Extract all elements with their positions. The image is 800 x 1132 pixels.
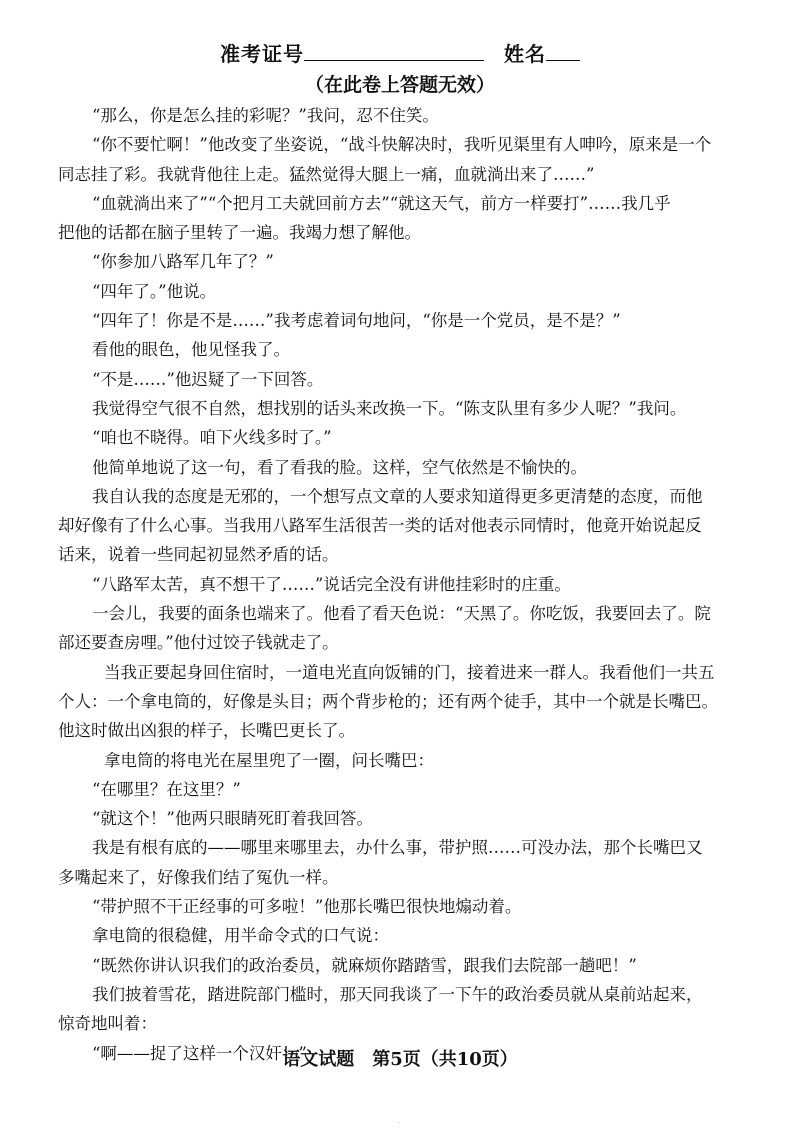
text-line: 个人：一个拿电筒的，好像是头目；两个背步枪的；还有两个徒手，其中一个就是长嘴巴。 [58, 691, 718, 711]
text-line: “就这个！”他两只眼睛死盯着我回答。 [92, 809, 373, 829]
text-line: 多嘴起来了，好像我们结了冤仇一样。 [58, 867, 339, 887]
text-line: 惊奇地叫着： [58, 1014, 157, 1034]
page-dot: · [398, 1120, 400, 1127]
text-line: 看他的眼色，他见怪我了。 [92, 340, 290, 360]
text-line: “四年了。”他说。 [92, 281, 217, 301]
text-line: 当我正要起身回住宿时，一道电光直向饭铺的门，接着进来一群人。我看他们一共五 [104, 662, 715, 682]
text-line: “八路军太苦，真不想干了……”说话完全没有讲他挂彩时的庄重。 [92, 574, 571, 594]
text-line: 部还要查房哩。”他付过饺子钱就走了。 [58, 633, 339, 653]
text-line: 拿电筒的将电光在屋里兜了一圈，问长嘴巴： [104, 750, 434, 770]
text-line: “你参加八路军几年了？” [92, 252, 274, 272]
ticket-number-field [304, 42, 484, 61]
text-line: 我们披着雪花，踏进院部门槛时，那天同我谈了一下午的政治委员就从桌前站起来， [92, 984, 703, 1004]
invalid-answer-notice: （在此卷上答题无效） [304, 74, 495, 96]
text-line: 同志挂了彩。我就背他往上走。猛然觉得大腿上一痛，血就淌出来了……” [58, 164, 595, 184]
ticket-number-label: 准考证号 [220, 42, 304, 66]
text-line: 把他的话都在脑子里转了一遍。我竭力想了解他。 [58, 223, 421, 243]
text-line: “咱也不晓得。咱下火线多时了。” [92, 428, 332, 448]
text-line: “带护照不干正经事的可多啦！”他那长嘴巴很快地煽动着。 [92, 897, 522, 917]
exam-header [0, 38, 800, 67]
name-label: 姓名 [504, 42, 546, 66]
text-line: “不是……”他迟疑了一下回答。 [92, 369, 324, 389]
text-line: “啊——捉了这样一个汉奸！” [92, 1043, 307, 1063]
text-line: 他这时做出凶狠的样子，长嘴巴更长了。 [58, 721, 355, 741]
name-field [546, 42, 580, 61]
text-line: “在哪里？在这里？” [92, 779, 241, 799]
text-line: “你不要忙啊！”他改变了坐姿说，“战斗快解决时，我听见渠里有人呻吟，原来是一个 [92, 135, 712, 155]
text-line: “那么，你是怎么挂的彩呢？”我问，忍不住笑。 [92, 106, 439, 125]
text-line: 他简单地说了这一句，看了看我的脸。这样，空气依然是不愉快的。 [92, 457, 587, 477]
text-line: “血就淌出来了”“个把月工夫就回前方去”“就这天气，前方一样要打”……我几乎 [92, 193, 671, 213]
text-line: 话来，说着一些同起初显然矛盾的话。 [58, 545, 339, 565]
text-line: “四年了！你是不是……”我考虑着词句地问，“你是一个党员，是不是？” [92, 311, 621, 331]
text-line: 我自认我的态度是无邪的，一个想写点文章的人要求知道得更多更清楚的态度，而他 [92, 486, 703, 506]
text-line: 一会儿，我要的面条也端来了。他看了看天色说：“天黑了。你吃饭，我要回去了。院 [92, 604, 711, 624]
text-line: 我是有根有底的——哪里来哪里去，办什么事，带护照……可没办法，那个长嘴巴又 [92, 838, 703, 858]
text-line: 我觉得空气很不自然，想找别的话头来改换一下。“陈支队里有多少人呢？”我问。 [92, 398, 687, 418]
text-line: 却好像有了什么心事。当我用八路军生活很苦一类的话对他表示同情时，他竟开始说起反 [58, 516, 702, 536]
text-line: 拿电筒的很稳健，用半命令式的口气说： [92, 926, 389, 946]
text-line: “既然你讲认识我们的政治委员，就麻烦你踏踏雪，跟我们去院部一趟吧！” [92, 955, 637, 975]
page-footer: 语文试题 第5页（共10页） [282, 1049, 518, 1070]
passage-text [58, 101, 748, 1068]
